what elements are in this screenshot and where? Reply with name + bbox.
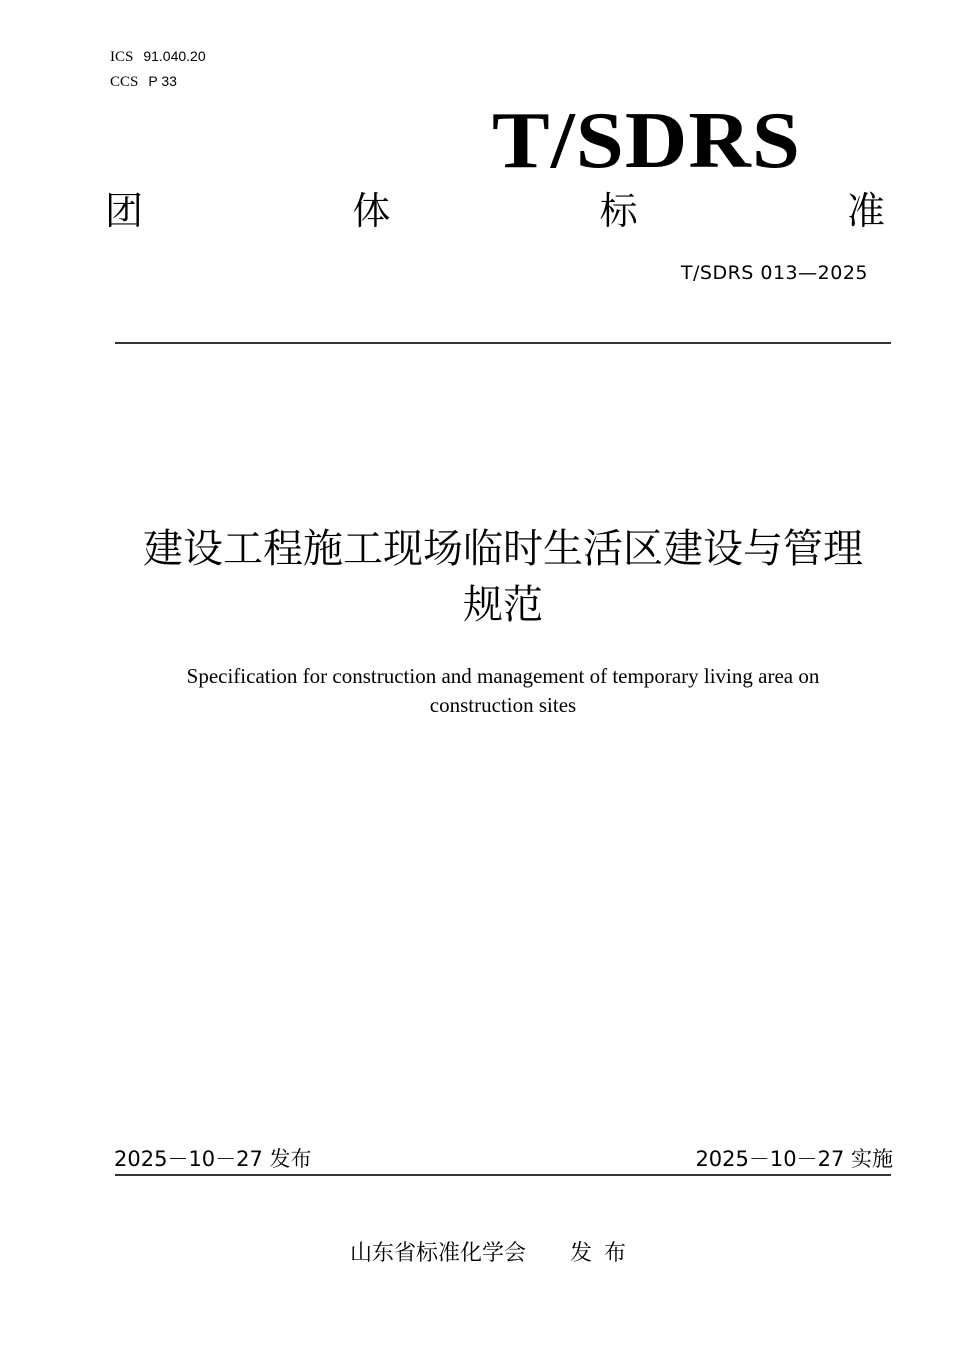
title-en-line1: Specification for construction and management of temporary living area on	[186, 664, 820, 688]
standard-type	[105, 186, 885, 236]
footer-divider	[115, 1174, 891, 1176]
brand-logo-text: T/SDRS	[492, 97, 802, 185]
ics-code: 91.040.20	[143, 48, 206, 64]
header-divider	[115, 342, 891, 344]
ccs-classification	[110, 71, 177, 92]
ics-classification	[110, 46, 206, 67]
standard-type-char: 准	[846, 189, 885, 233]
publish-action: 发布	[570, 1241, 639, 1266]
standard-type-char: 体	[352, 189, 391, 233]
document-title-zh	[0, 524, 960, 630]
publisher	[350, 1240, 638, 1268]
implementation-date: 2025－10－27 实施	[695, 1147, 893, 1171]
standard-type-char: 标	[599, 189, 638, 233]
document-title-en	[0, 662, 960, 720]
ccs-code: P 33	[148, 73, 177, 89]
publisher-organization: 山东省标准化学会	[350, 1241, 527, 1266]
standard-type-char: 团	[105, 189, 144, 233]
title-zh-line2: 规范	[463, 582, 543, 628]
standard-number: T/SDRS 013—2025	[680, 262, 868, 284]
ics-label: ICS	[110, 49, 134, 65]
title-en-line2: construction sites	[429, 693, 577, 717]
release-date: 2025－10－27 发布	[114, 1147, 312, 1171]
ccs-label: CCS	[110, 74, 139, 90]
title-zh-line1: 建设工程施工现场临时生活区建设与管理	[143, 526, 863, 572]
